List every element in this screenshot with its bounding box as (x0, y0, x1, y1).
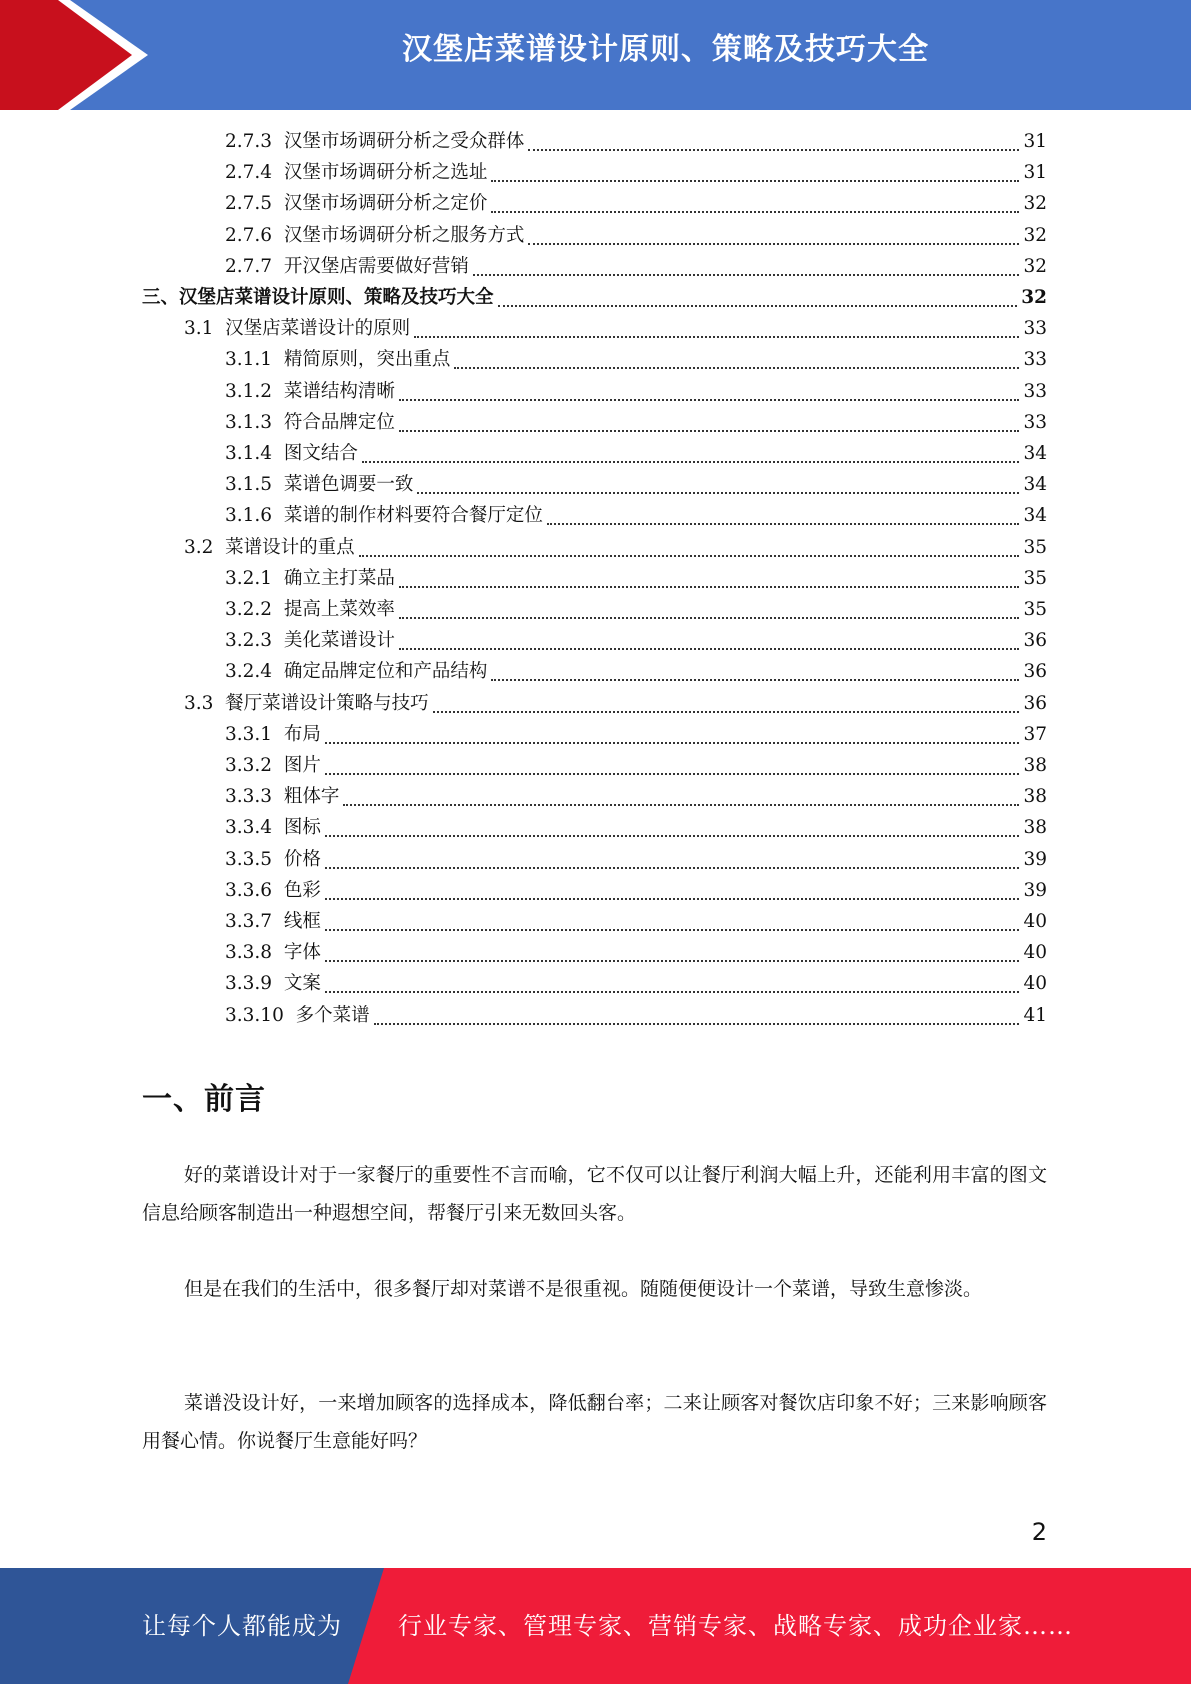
toc-dot-leader (399, 647, 1020, 650)
toc-entry[interactable] (225, 377, 1047, 407)
toc-entry-label: 3.2.1 确立主打菜品 (225, 567, 395, 589)
toc-entry-label: 3.3.10 多个菜谱 (225, 1004, 370, 1026)
toc-entry[interactable] (225, 751, 1047, 781)
toc-entry-label: 3.2.3 美化菜谱设计 (225, 630, 395, 652)
toc-entry-label: 三、汉堡店菜谱设计原则、策略及技巧大全 (142, 287, 494, 308)
toc-entry[interactable] (225, 626, 1047, 656)
toc-entry-page: 38 (1023, 755, 1047, 776)
footer-slogan-right: 行业专家、管理专家、营销专家、战略专家、成功企业家…… (398, 1612, 1073, 1640)
toc-dot-leader (417, 491, 1019, 494)
toc-entry-label: 3.1 汉堡店菜谱设计的原则 (184, 318, 411, 340)
toc-entry-page: 34 (1023, 474, 1047, 496)
toc-dot-leader (325, 897, 1020, 900)
toc-entry-label: 3.1.4 图文结合 (225, 443, 358, 464)
toc-entry[interactable] (225, 595, 1047, 625)
toc-dot-leader (325, 834, 1020, 837)
toc-entry-label: 3.3 餐厅菜谱设计策略与技巧 (184, 692, 429, 714)
toc-dot-leader (399, 398, 1020, 401)
toc-dot-leader (433, 710, 1020, 713)
toc-dot-leader (491, 179, 1019, 182)
toc-entry[interactable] (225, 813, 1047, 843)
toc-entry-label: 2.7.3 汉堡市场调研分析之受众群体 (225, 131, 525, 152)
toc-entry[interactable] (142, 283, 1047, 313)
toc-dot-leader (325, 772, 1020, 775)
toc-entry-label: 3.1.5 菜谱色调要一致 (225, 474, 414, 496)
toc-entry-page: 36 (1023, 630, 1047, 652)
toc-entry-page: 40 (1023, 911, 1047, 932)
toc-dot-leader (498, 304, 1018, 307)
toc-dot-leader (343, 803, 1019, 806)
toc-entry-page: 38 (1023, 817, 1047, 839)
toc-entry-page: 31 (1023, 131, 1047, 152)
toc-entry[interactable] (225, 564, 1047, 594)
toc-entry-page: 35 (1023, 536, 1047, 558)
toc-entry[interactable] (184, 314, 1047, 344)
toc-entry-page: 34 (1023, 505, 1047, 527)
toc-entry-page: 34 (1023, 443, 1047, 464)
toc-dot-leader (359, 554, 1020, 557)
toc-entry-page: 36 (1023, 692, 1047, 714)
toc-entry-page: 35 (1023, 567, 1047, 589)
toc-dot-leader (414, 335, 1019, 338)
page-number: 2 (1031, 1518, 1047, 1546)
toc-entry-page: 36 (1023, 661, 1047, 683)
toc-entry-page: 40 (1023, 942, 1047, 964)
toc-entry-page: 37 (1023, 723, 1047, 745)
page-footer (0, 1568, 1191, 1684)
toc-entry-page: 31 (1023, 162, 1047, 184)
toc-entry-label: 3.2 菜谱设计的重点 (184, 536, 355, 558)
toc-entry-page: 39 (1023, 848, 1047, 870)
toc-entry-label: 2.7.5 汉堡市场调研分析之定价 (225, 193, 488, 215)
toc-entry-label: 3.3.7 线框 (225, 911, 321, 932)
toc-entry-page: 33 (1023, 349, 1047, 371)
toc-entry-page: 32 (1023, 224, 1047, 246)
toc-dot-leader (528, 148, 1019, 151)
toc-entry-label: 2.7.4 汉堡市场调研分析之选址 (225, 162, 488, 184)
toc-entry-label: 3.3.3 粗体字 (225, 786, 340, 808)
toc-dot-leader (374, 1022, 1020, 1025)
toc-entry[interactable] (225, 657, 1047, 687)
toc-entry-label: 3.3.8 字体 (225, 942, 321, 964)
page-header (0, 0, 1191, 110)
toc-entry-page: 32 (1023, 193, 1047, 215)
toc-entry[interactable] (225, 470, 1047, 500)
toc-entry-page: 33 (1023, 380, 1047, 402)
toc-entry-page: 33 (1023, 411, 1047, 433)
toc-entry-label: 3.3.6 色彩 (225, 879, 321, 901)
toc-dot-leader (454, 366, 1019, 369)
toc-entry-label: 3.3.9 文案 (225, 973, 321, 995)
toc-entry[interactable] (225, 189, 1047, 219)
toc-entry[interactable] (225, 907, 1047, 937)
toc-dot-leader (399, 616, 1020, 619)
toc-dot-leader (473, 273, 1020, 276)
toc-entry-label: 3.1.6 菜谱的制作材料要符合餐厅定位 (225, 505, 543, 527)
toc-dot-leader (325, 741, 1020, 744)
toc-entry[interactable] (225, 845, 1047, 875)
toc-entry-label: 3.1.3 符合品牌定位 (225, 411, 395, 433)
toc-entry-label: 3.3.2 图片 (225, 755, 321, 776)
toc-entry[interactable] (184, 533, 1047, 563)
paragraph-3: 菜谱没设计好，一来增加顾客的选择成本，降低翻台率；二来让顾客对餐饮店印象不好；三来影响顾客用餐心情。你说餐厅生意能好吗？ (142, 1392, 1047, 1452)
toc-dot-leader (399, 429, 1020, 432)
toc-entry-label: 3.3.1 布局 (225, 723, 321, 745)
toc-dot-leader (528, 242, 1019, 245)
paragraph-1: 好的菜谱设计对于一家餐厅的重要性不言而喻，它不仅可以让餐厅利润大幅上升，还能利用丰富的图文信息给顾客制造出一种遐想空间，帮餐厅引来无数回头客。 (142, 1164, 1047, 1224)
toc-entry-label: 3.2.4 确定品牌定位和产品结构 (225, 661, 488, 683)
toc-entry-page: 39 (1023, 879, 1047, 901)
toc-dot-leader (325, 959, 1020, 962)
toc-dot-leader (362, 460, 1020, 463)
toc-dot-leader (491, 210, 1019, 213)
toc-entry-page: 38 (1023, 786, 1047, 808)
toc-entry[interactable] (225, 158, 1047, 188)
toc-entry-label: 2.7.6 汉堡市场调研分析之服务方式 (225, 224, 525, 246)
toc-dot-leader (325, 866, 1020, 869)
toc-entry[interactable] (225, 127, 1047, 157)
toc-entry-label: 3.3.4 图标 (225, 817, 321, 839)
toc-entry-label: 2.7.7 开汉堡店需要做好营销 (225, 255, 469, 277)
footer-slogan-left: 让每个人都能成为 (142, 1612, 342, 1640)
toc-entry-label: 3.1.2 菜谱结构清晰 (225, 380, 395, 402)
toc-entry-page: 32 (1023, 255, 1047, 277)
toc-dot-leader (547, 522, 1020, 525)
header-title: 汉堡店菜谱设计原则、策略及技巧大全 (402, 32, 929, 67)
toc-entry-page: 33 (1023, 318, 1047, 340)
toc-entry-label: 3.2.2 提高上菜效率 (225, 599, 395, 620)
toc-entry[interactable] (225, 1001, 1047, 1031)
toc-entry-page: 35 (1023, 599, 1047, 620)
toc-entry-label: 3.1.1 精简原则，突出重点 (225, 349, 451, 371)
toc-dot-leader (491, 678, 1019, 681)
toc-entry[interactable] (225, 782, 1047, 812)
section-heading: 一、前言 (142, 1082, 266, 1117)
toc-entry-page: 40 (1023, 973, 1047, 995)
toc-entry[interactable] (225, 876, 1047, 906)
toc-dot-leader (325, 990, 1020, 993)
toc-dot-leader (325, 928, 1020, 931)
toc-entry-page: 32 (1021, 287, 1047, 308)
paragraph-2: 但是在我们的生活中，很多餐厅却对菜谱不是很重视。随随便便设计一个菜谱，导致生意惨淡。 (184, 1278, 983, 1300)
toc-entry[interactable] (225, 221, 1047, 251)
toc-entry-page: 41 (1023, 1004, 1047, 1026)
toc-entry[interactable] (225, 345, 1047, 375)
toc-entry[interactable] (225, 252, 1047, 282)
toc-entry[interactable] (225, 720, 1047, 750)
toc-entry-label: 3.3.5 价格 (225, 848, 321, 870)
toc-entry[interactable] (225, 501, 1047, 531)
toc-entry[interactable] (225, 439, 1047, 469)
toc-entry[interactable] (225, 969, 1047, 999)
toc-entry[interactable] (225, 938, 1047, 968)
toc-entry[interactable] (184, 689, 1047, 719)
toc-entry[interactable] (225, 408, 1047, 438)
toc-dot-leader (399, 585, 1020, 588)
